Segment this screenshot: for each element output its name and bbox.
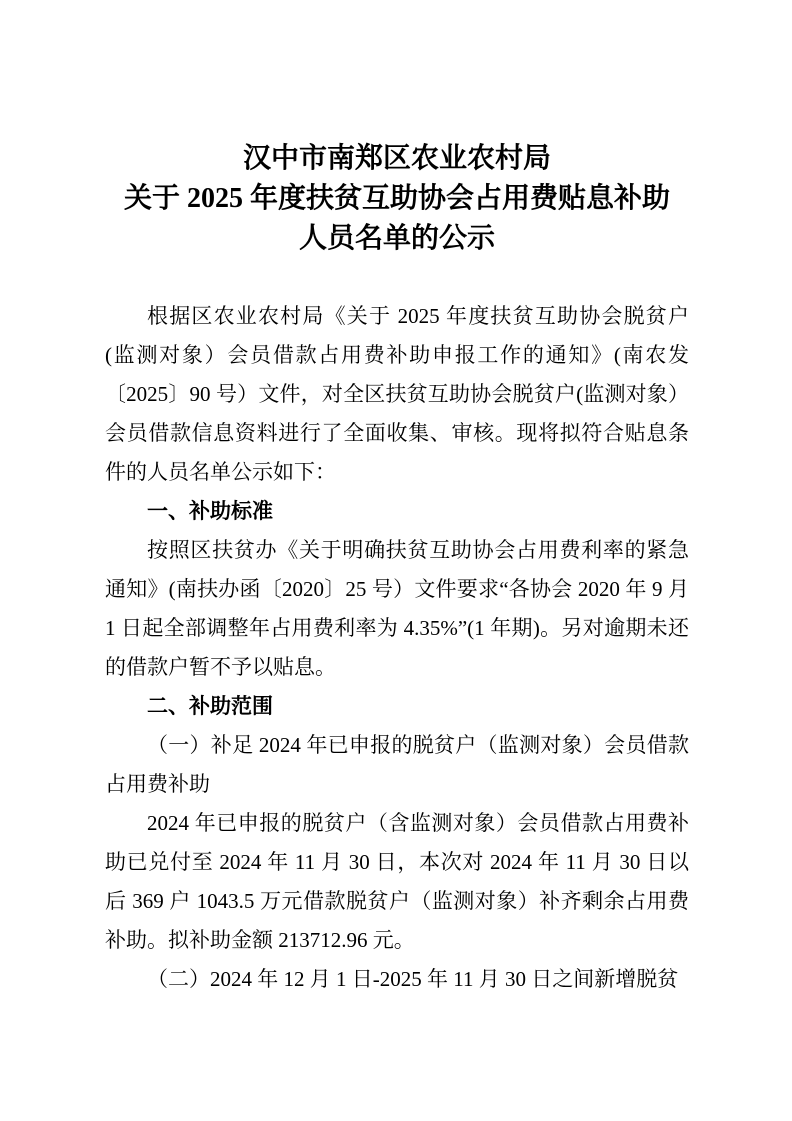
title-line-subject: 关于 2025 年度扶贫互助协会占用费贴息补助 xyxy=(123,183,670,214)
heading-subsidy-standard: 一、补助标准 xyxy=(147,500,273,523)
title-line-announcement: 人员名单的公示 xyxy=(298,223,495,254)
document-title xyxy=(105,139,689,259)
paragraph-intro: 根据区农业农村局《关于 2025 年度扶贫互助协会脱贫户(监测对象）会员借款占用费补助申报工作的通知》(南农发〔2025〕90 号）文件，对全区扶贫互助协会脱贫户(监测对象）会员借款信息资料进行了全面收集、审核。现将拟符合贴息条件的人员名单公示如下： xyxy=(105,304,689,484)
heading-scope-item-2: （二）2024 年 12 月 1 日-2025 年 11 月 30 日之间新增脱贫 xyxy=(147,967,679,991)
title-line-agency: 汉中市南郑区农业农村局 xyxy=(242,143,551,174)
document-body xyxy=(105,297,689,999)
heading-subsidy-scope: 二、补助范围 xyxy=(147,695,273,718)
paragraph-subsidy-standard-detail: 按照区扶贫办《关于明确扶贫互助协会占用费利率的紧急通知》(南扶办函〔2020〕25 号）文件要求“各协会 2020 年 9 月 1 日起全部调整年占用费利率为 4.35%”(1 年期)。另对逾期未还的借款户暂不予以贴息。 xyxy=(105,538,689,679)
heading-scope-item-1: （一）补足 2024 年已申报的脱贫户（监测对象）会员借款占用费补助 xyxy=(105,733,689,796)
paragraph-scope-item-1-detail: 2024 年已申报的脱贫户（含监测对象）会员借款占用费补助已兑付至 2024 年 11 月 30 日，本次对 2024 年 11 月 30 日以后 369 户 1043.5 万元借款脱贫户（监测对象）补齐剩余占用费补助。拟补助金额 213712.96 元。 xyxy=(105,811,689,952)
